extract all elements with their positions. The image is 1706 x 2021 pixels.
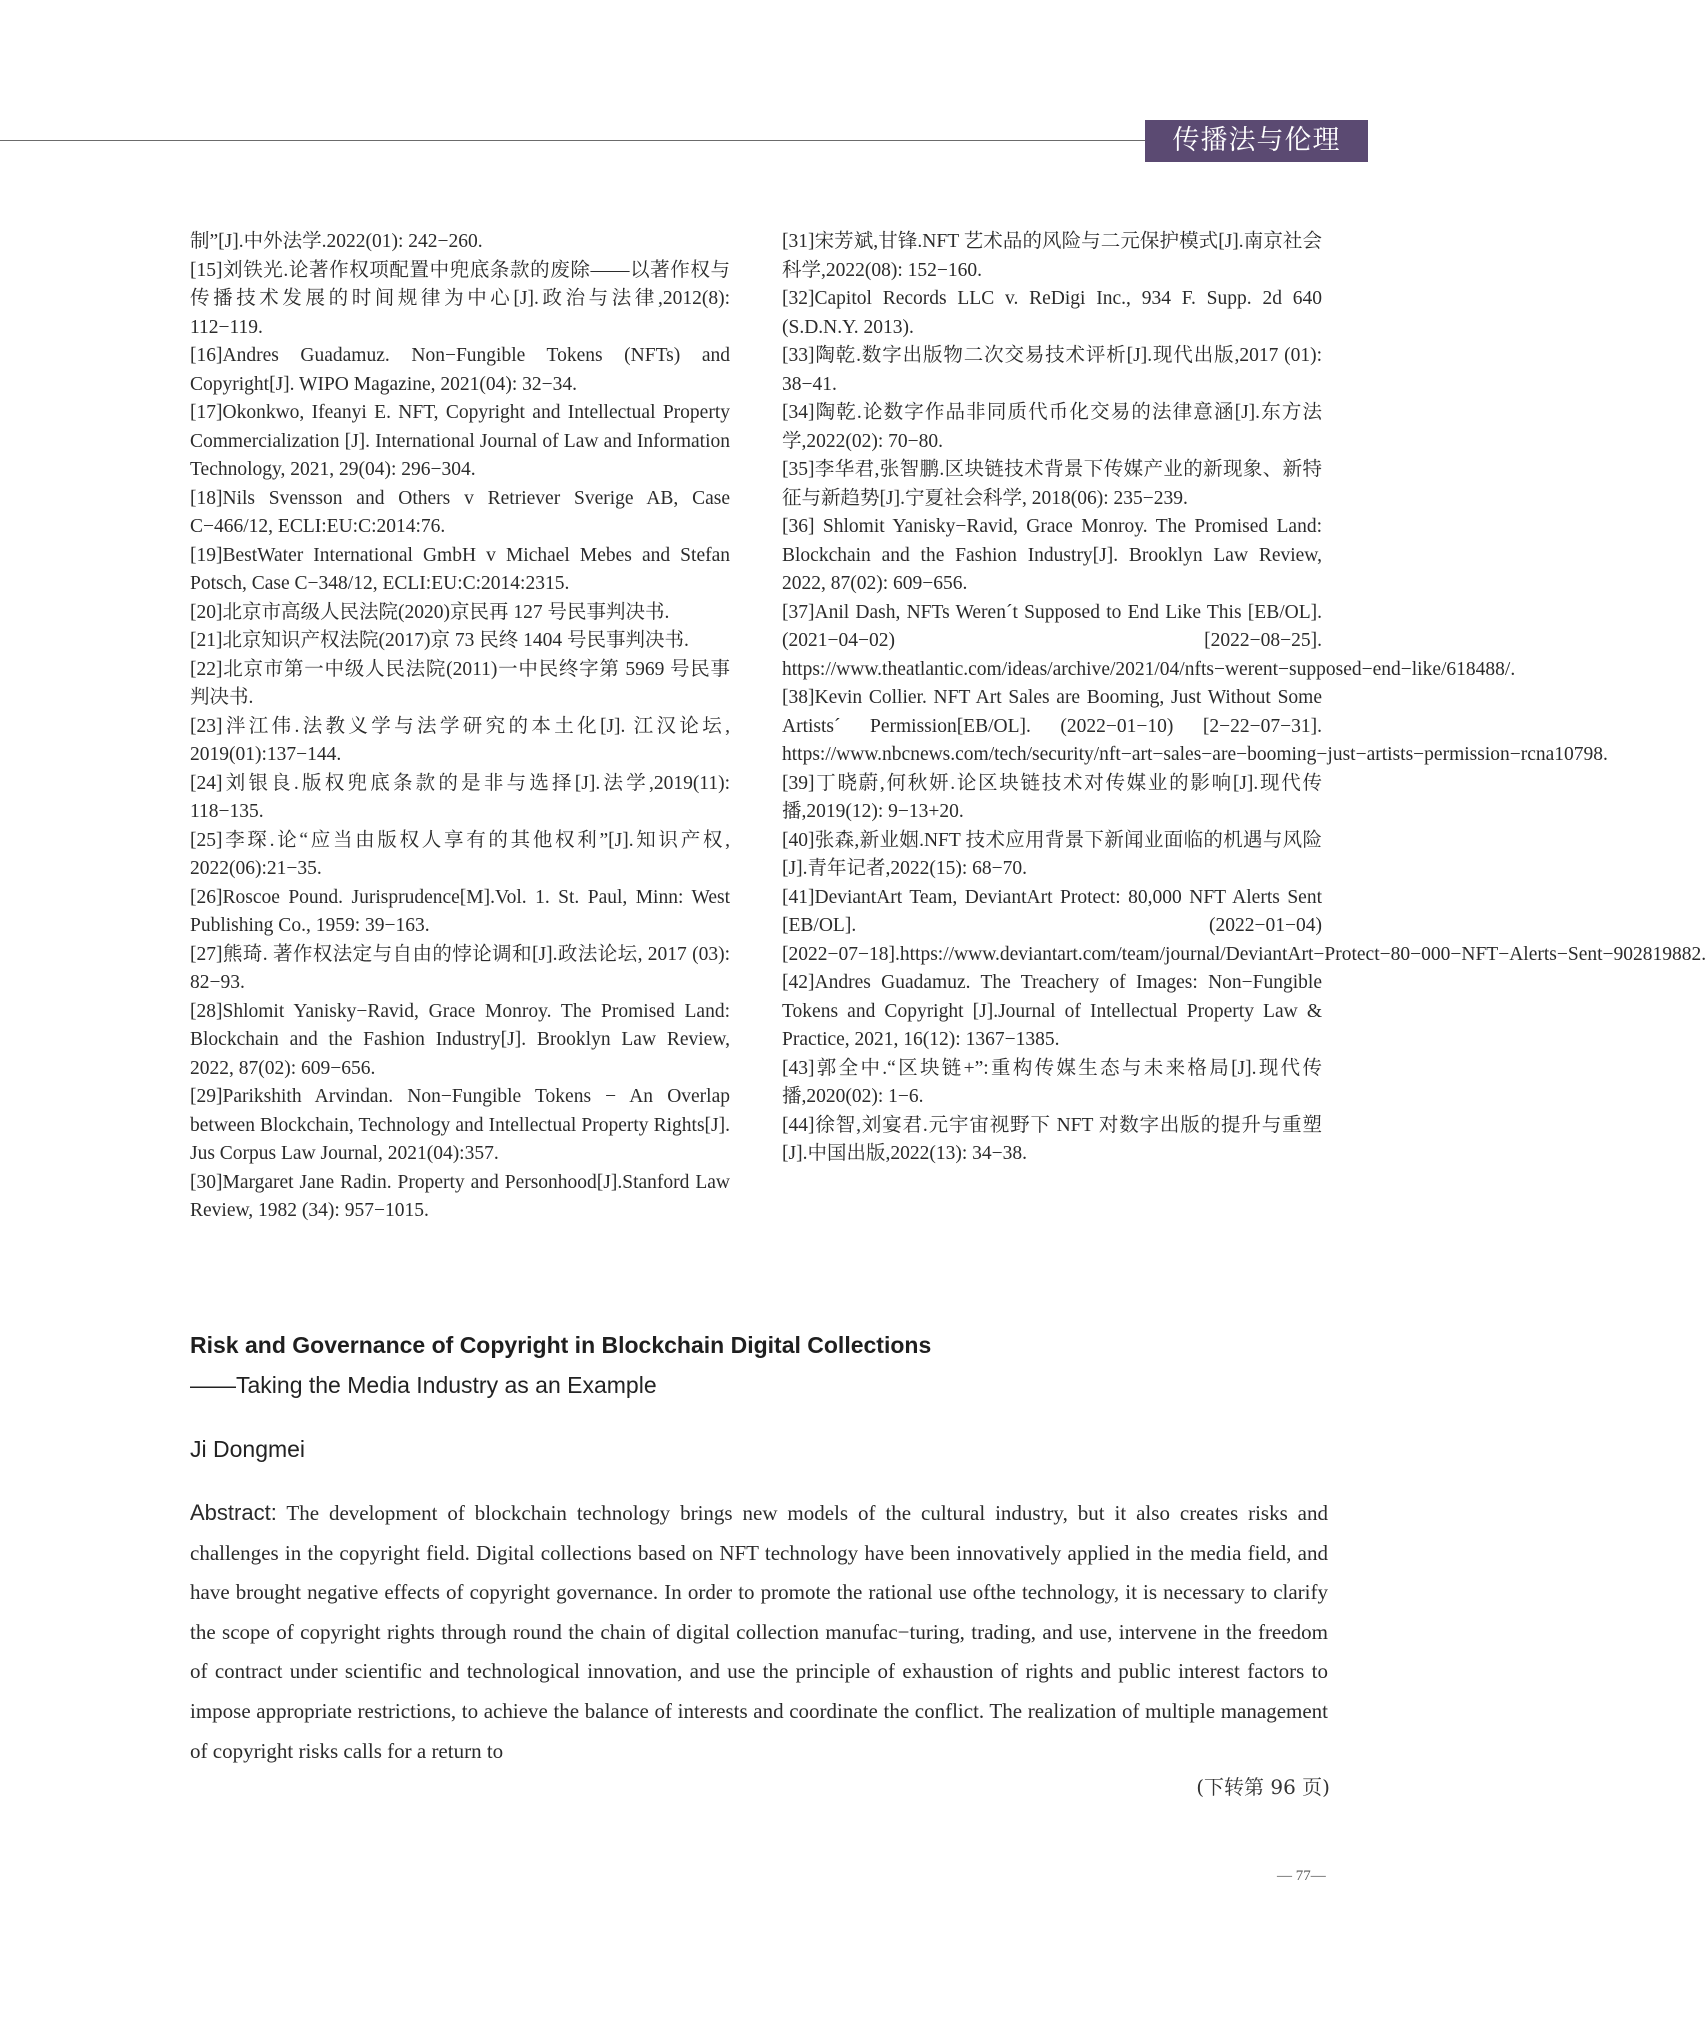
reference-item: 制”[J].中外法学.2022(01): 242−260. (190, 231, 483, 252)
article-subtitle: ——Taking the Media Industry as an Example (190, 1372, 657, 1398)
reference-item: [15]刘铁光.论著作权项配置中兜底条款的废除——以著作权与传播技术发展的时间规律为中心[J].政治与法律,2012(8): 112−119. (190, 259, 730, 338)
abstract-label: Abstract: (190, 1500, 277, 1525)
reference-item: [41]DeviantArt Team, DeviantArt Protect: 80,000 NFT Alerts Sent [EB/OL]. (2022−01−04) [2022−07−18].https://www.deviantart.com/team/journal/DeviantArt−Protect−80−000−NFT−Alerts−Sent−902819882. (782, 886, 1706, 965)
abstract (190, 1493, 1328, 1771)
reference-item: [19]BestWater International GmbH v Michael Mebes and Stefan Potsch, Case C−348/12, ECLI:EU:C:2014:2315. (190, 544, 730, 594)
reference-item: [38]Kevin Collier. NFT Art Sales are Booming, Just Without Some Artists´ Permission[EB/OL]. (2022−01−10) [2−22−07−31]. https://www.nbcnews.com/tech/security/nft−art−sales−are−booming−just−artists−permission−rcna10798. (782, 687, 1608, 765)
reference-item: [40]张森,新业姻.NFT 技术应用背景下新闻业面临的机遇与风险[J].青年记者,2022(15): 68−70. (782, 829, 1322, 879)
reference-item: [24]刘银良.版权兜底条款的是非与选择[J].法学,2019(11): 118−135. (190, 772, 730, 822)
reference-item: [34]陶乾.论数字作品非同质代币化交易的法律意涵[J].东方法学,2022(02): 70−80. (782, 402, 1322, 452)
reference-item: [36] Shlomit Yanisky−Ravid, Grace Monroy. The Promised Land: Blockchain and the Fashion Industry[J]. Brooklyn Law Review, 2022, 87(02): 609−656. (782, 516, 1322, 594)
reference-item: [22]北京市第一中级人民法院(2011)一中民终字第 5969 号民事判决书. (190, 658, 730, 708)
reference-item: [33]陶乾.数字出版物二次交易技术评析[J].现代出版,2017 (01): 38−41. (782, 345, 1322, 395)
references-left-column (190, 228, 730, 1226)
reference-item: [29]Parikshith Arvindan. Non−Fungible Tokens − An Overlap between Blockchain, Technology and Intellectual Property Rights[J]. Jus Corpus Law Journal, 2021(04):357. (190, 1086, 730, 1164)
page-number: — 77— (1277, 1868, 1326, 1884)
abstract-text: The development of blockchain technology brings new models of the cultural industry, but it also creates risks and challenges in the copyright field. Digital collections based on NFT technology have been innovatively applied in the media field, and have brought negative effects of copyright governance. In order to promote the rational use ofthe technology, it is necessary to clarify the scope of copyright rights through round the chain of digital collection manufac−turing, trading, and use, intervene in the freedom of contract under scientific and technological innovation, and use the principle of exhaustion of rights and public interest factors to impose appropriate restrictions, to achieve the balance of interests and coordinate the conflict. The realization of multiple management of copyright risks calls for a return to (190, 1501, 1329, 1763)
reference-item: [17]Okonkwo, Ifeanyi E. NFT, Copyright and Intellectual Property Commercialization [J]. International Journal of Law and Information Technology, 2021, 29(04): 296−304. (190, 402, 730, 480)
section-tag: 传播法与伦理 (1145, 120, 1368, 162)
reference-item: [25]李琛.论“应当由版权人享有的其他权利”[J].知识产权, 2022(06):21−35. (190, 829, 730, 879)
reference-item: [43]郭全中.“区块链+”:重构传媒生态与未来格局[J].现代传播,2020(02): 1−6. (782, 1057, 1322, 1107)
reference-item: [27]熊琦. 著作权法定与自由的悖论调和[J].政法论坛, 2017 (03): 82−93. (190, 943, 730, 993)
reference-item: [32]Capitol Records LLC v. ReDigi Inc., 934 F. Supp. 2d 640 (S.D.N.Y. 2013). (782, 288, 1322, 338)
article-title: Risk and Governance of Copyright in Blockchain Digital Collections (190, 1332, 932, 1358)
reference-item: [28]Shlomit Yanisky−Ravid, Grace Monroy. The Promised Land: Blockchain and the Fashion Industry[J]. Brooklyn Law Review, 2022, 87(02): 609−656. (190, 1000, 730, 1079)
reference-item: [20]北京市高级人民法院(2020)京民再 127 号民事判决书. (190, 601, 670, 623)
author-name: Ji Dongmei (190, 1436, 306, 1462)
reference-item: [21]北京知识产权法院(2017)京 73 民终 1404 号民事判决书. (190, 630, 689, 651)
header-rule (0, 140, 1160, 141)
reference-item: [18]Nils Svensson and Others v Retriever Sverige AB, Case C−466/12, ECLI:EU:C:2014:76. (190, 487, 730, 537)
reference-item: [39]丁晓蔚,何秋妍.论区块链技术对传媒业的影响[J].现代传播,2019(12): 9−13+20. (782, 772, 1322, 822)
reference-item: [35]李华君,张智鹏.区块链技术背景下传媒产业的新现象、新特征与新趋势[J].宁夏社会科学, 2018(06): 235−239. (782, 459, 1322, 509)
continued-note: (下转第 96 页) (1196, 1775, 1330, 1799)
reference-item: [37]Anil Dash, NFTs Weren´t Supposed to End Like This [EB/OL]. (2021−04−02) [2022−08−25]. https://www.theatlantic.com/ideas/archive/2021/04/nfts−werent−supposed−end−like/618488/. (782, 601, 1516, 680)
reference-item: [44]徐智,刘宴君.元宇宙视野下 NFT 对数字出版的提升与重塑[J].中国出版,2022(13): 34−38. (782, 1114, 1322, 1164)
reference-item: [42]Andres Guadamuz. The Treachery of Images: Non−Fungible Tokens and Copyright [J].Journal of Intellectual Property Law & Practice, 2021, 16(12): 1367−1385. (782, 972, 1322, 1050)
reference-item: [23]泮江伟.法教义学与法学研究的本土化[J]. 江汉论坛, 2019(01):137−144. (190, 715, 730, 765)
reference-item: [16]Andres Guadamuz. Non−Fungible Tokens (NFTs) and Copyright[J]. WIPO Magazine, 2021(04): 32−34. (190, 345, 730, 395)
reference-item: [26]Roscoe Pound. Jurisprudence[M].Vol. 1. St. Paul, Minn: West Publishing Co., 1959: 39−163. (190, 886, 730, 936)
reference-item: [30]Margaret Jane Radin. Property and Personhood[J].Stanford Law Review, 1982 (34): 957−1015. (190, 1171, 730, 1221)
reference-item: [31]宋芳斌,甘锋.NFT 艺术品的风险与二元保护模式[J].南京社会科学,2022(08): 152−160. (782, 231, 1322, 281)
references-right-column (782, 228, 1706, 1169)
